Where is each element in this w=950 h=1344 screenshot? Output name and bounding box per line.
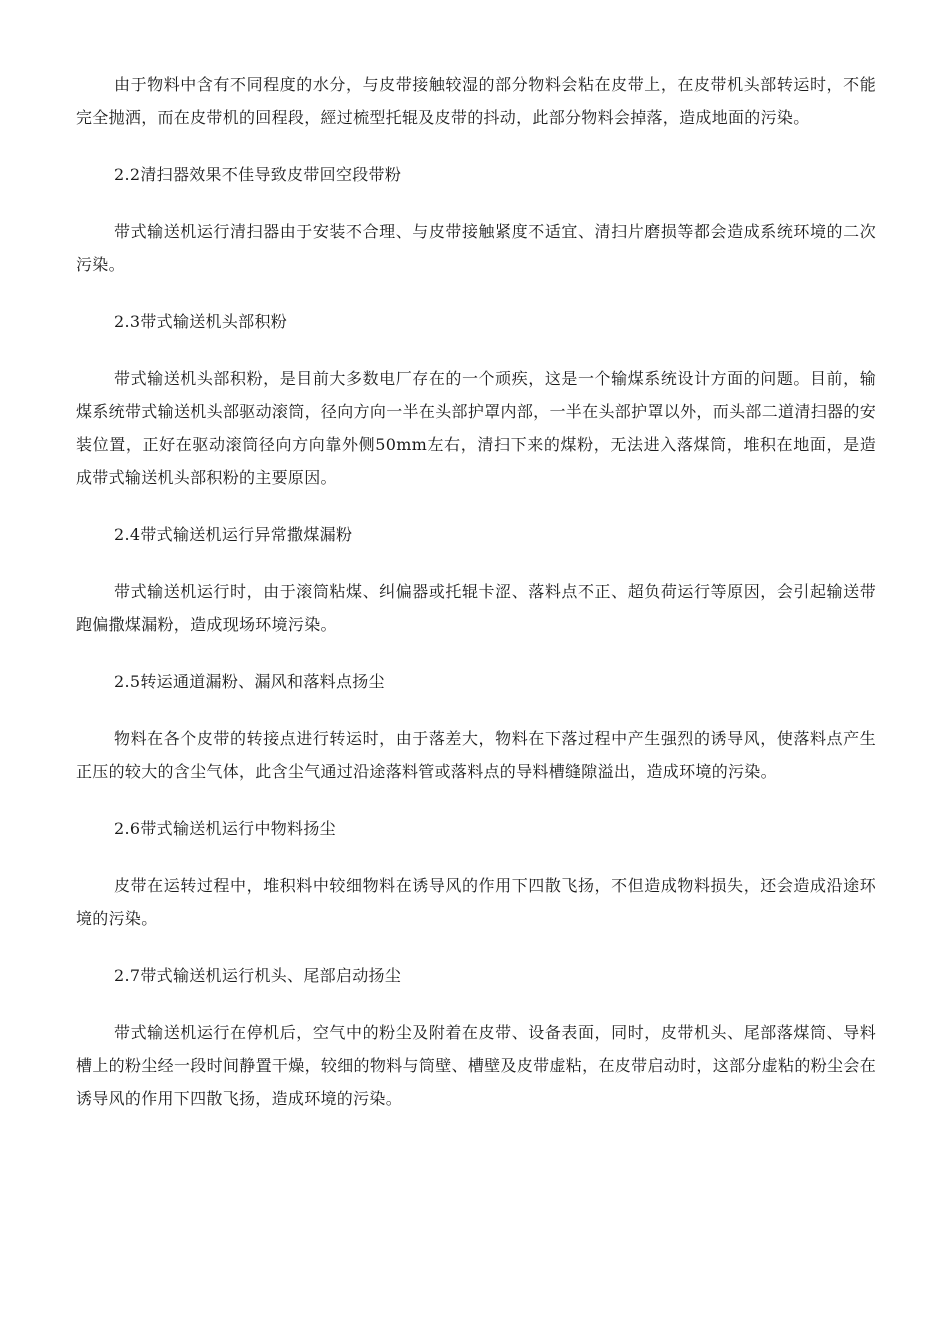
document-page xyxy=(76,68,876,1115)
section-body-2-3: 带式输送机头部积粉，是目前大多数电厂存在的一个顽疾，这是一个输煤系统设计方面的问题。目前，输煤系统带式输送机头部驱动滚筒，径向方向一半在头部护罩内部，一半在头部护罩以外，而头部二道清扫器的安装位置，正好在驱动滚筒径向方向靠外侧50mm左右，清扫下来的煤粉，无法进入落煤筒，堆积在地面，是造成带式输送机头部积粉的主要原因。 xyxy=(76,369,876,487)
section-heading-2-2: 2.2清扫器效果不佳导致皮带回空段带粉 xyxy=(114,165,402,184)
section-heading-2-3: 2.3带式输送机头部积粉 xyxy=(114,312,288,331)
section-body-2-6: 皮带在运转过程中，堆积料中较细物料在诱导风的作用下四散飞扬，不但造成物料损失，还会造成沿途环境的污染。 xyxy=(76,876,876,928)
section-body-2-4: 带式输送机运行时，由于滚筒粘煤、纠偏器或托辊卡涩、落料点不正、超负荷运行等原因，会引起输送带跑偏撒煤漏粉，造成现场环境污染。 xyxy=(76,582,876,634)
section-body-2-7: 带式输送机运行在停机后，空气中的粉尘及附着在皮带、设备表面，同时，皮带机头、尾部落煤筒、导料槽上的粉尘经一段时间静置干燥，较细的物料与筒壁、槽壁及皮带虚粘，在皮带启动时，这部分虚粘的粉尘会在诱导风的作用下四散飞扬，造成环境的污染。 xyxy=(76,1023,876,1108)
section-body-2-2: 带式输送机运行清扫器由于安装不合理、与皮带接触紧度不适宜、清扫片磨损等都会造成系统环境的二次污染。 xyxy=(76,222,876,274)
section-heading-2-6: 2.6带式输送机运行中物料扬尘 xyxy=(114,819,336,838)
section-heading-2-4: 2.4带式输送机运行异常撒煤漏粉 xyxy=(114,525,353,544)
section-body-2-5: 物料在各个皮带的转接点进行转运时，由于落差大，物料在下落过程中产生强烈的诱导风，使落料点产生正压的较大的含尘气体，此含尘气通过沿途落料管或落料点的导料槽缝隙溢出，造成环境的污染。 xyxy=(76,729,876,781)
section-heading-2-5: 2.5转运通道漏粉、漏风和落料点扬尘 xyxy=(114,672,385,691)
section-heading-2-7: 2.7带式输送机运行机头、尾部启动扬尘 xyxy=(114,966,402,985)
intro-paragraph: 由于物料中含有不同程度的水分，与皮带接触较湿的部分物料会粘在皮带上，在皮带机头部转运时，不能完全抛洒，而在皮带机的回程段，經过梳型托辊及皮带的抖动，此部分物料会掉落，造成地面的污染。 xyxy=(76,75,876,127)
